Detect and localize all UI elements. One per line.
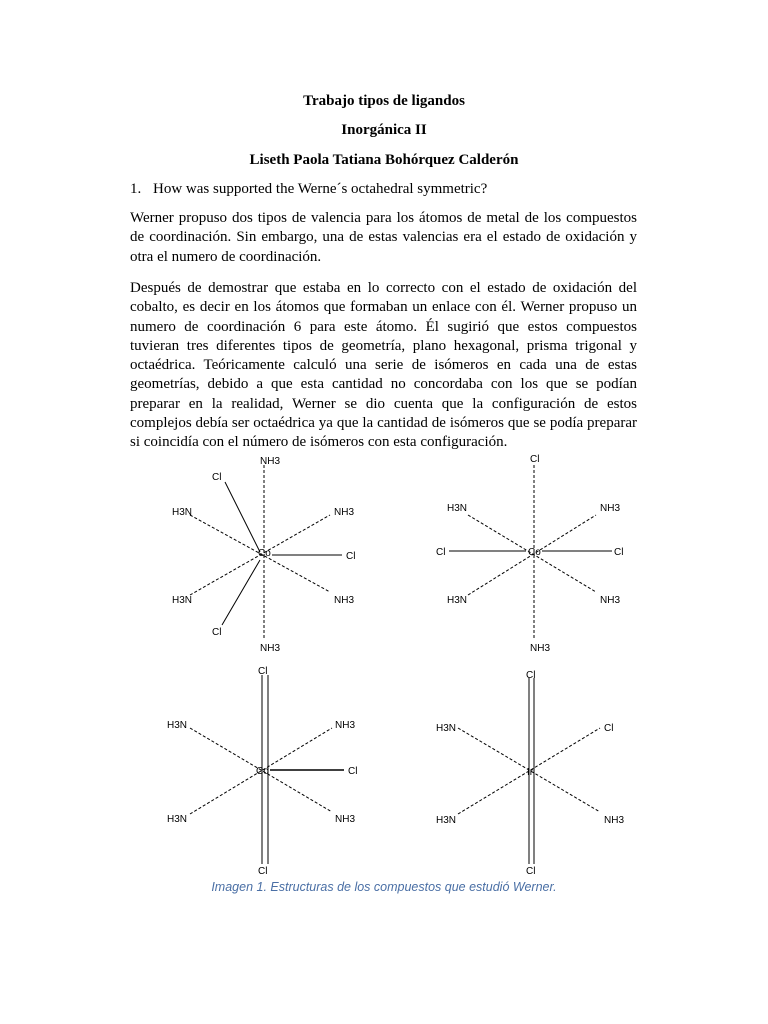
structure-2 [436, 454, 623, 654]
structure-3-center-atom: Co [256, 766, 269, 777]
structure-2-label-bottom: NH3 [530, 643, 551, 654]
structure-3-label-top: Cl [258, 666, 268, 677]
structure-4-label-lower-left: H3N [436, 815, 457, 826]
structure-2-label-upper-right: NH3 [600, 503, 621, 514]
structure-4-center-atom: Ir [527, 767, 534, 778]
document-subject: Inorgánica II [341, 122, 427, 138]
structure-1-label-cl-bottom: Cl [212, 627, 222, 638]
question-text: How was supported the Werne´s octahedral symmetric? [153, 181, 488, 197]
structure-1-label-right: Cl [346, 551, 356, 562]
structure-4-label-upper-left: H3N [436, 723, 457, 734]
structure-1-center-atom: Co [258, 548, 271, 559]
structure-1-label-lower-left: H3N [172, 595, 193, 606]
figure-caption: Imagen 1. Estructuras de los compuestos que estudió Werner. [211, 880, 557, 894]
structure-1-label-bottom: NH3 [260, 643, 281, 654]
document-author: Liseth Paola Tatiana Bohórquez Calderón [249, 152, 519, 168]
structure-4-label-bottom: Cl [526, 866, 536, 877]
structure-3-label-lower-left: H3N [167, 814, 188, 825]
structure-3-label-right: Cl [348, 766, 358, 777]
structure-4-label-upper-right: Cl [604, 723, 614, 734]
paragraph-1: Werner propuso dos tipos de valencia para los átomos de metal de los compuestos de coordinación. Sin embargo, una de estas valencias era el estado de oxidación y otra el numero de coordinación. [130, 210, 637, 265]
paragraph-2: Después de demostrar que estaba en lo correcto con el estado de oxidación del cobalto, es decir en los átomos que formaban un enlace con él. Werner propuso un numero de coordinación 6 para este átomo. Él sugirió que estos compuestos tuvieran tres diferentes tipos de geometría, plano hexagonal, prisma trigonal y octaédrica. Teóricamente calculó una serie de isómeros en cada una de estas geometrías, debido a que esta cantidad no concordaba con los que se podían preparar en la realidad, Werner se dio cuenta que la configuración de estos complejos debía ser octaédrica ya que la cantidad de isómeros que se podía preparar si coincidía con el número de isómeros con esta configuración. [130, 280, 637, 451]
question-number: 1. [130, 181, 142, 197]
document-title: Trabajo tipos de ligandos [303, 93, 465, 109]
structure-2-center-atom: Co [528, 547, 541, 558]
structure-4 [436, 670, 624, 877]
structure-3-label-bottom: Cl [258, 866, 268, 877]
structure-1-label-lower-right: NH3 [334, 595, 355, 606]
structure-4-label-top: Cl [526, 670, 536, 681]
structure-1-label-cl-top: Cl [212, 472, 222, 483]
structure-2-label-lower-right: NH3 [600, 595, 621, 606]
structure-1-label-upper-right: NH3 [334, 507, 355, 518]
structure-2-label-upper-left: H3N [447, 503, 468, 514]
structure-1-label-top: NH3 [260, 456, 281, 467]
structure-2-label-left: Cl [436, 547, 446, 558]
structure-2-label-right: Cl [614, 547, 624, 558]
structure-1-label-upper-left: H3N [172, 507, 193, 518]
structure-2-label-lower-left: H3N [447, 595, 468, 606]
structure-3-label-upper-left: H3N [167, 720, 188, 731]
structure-4-label-lower-right: NH3 [604, 815, 625, 826]
structure-3-label-lower-right: NH3 [335, 814, 356, 825]
structure-2-label-top: Cl [530, 454, 540, 465]
structure-3-label-upper-right: NH3 [335, 720, 356, 731]
